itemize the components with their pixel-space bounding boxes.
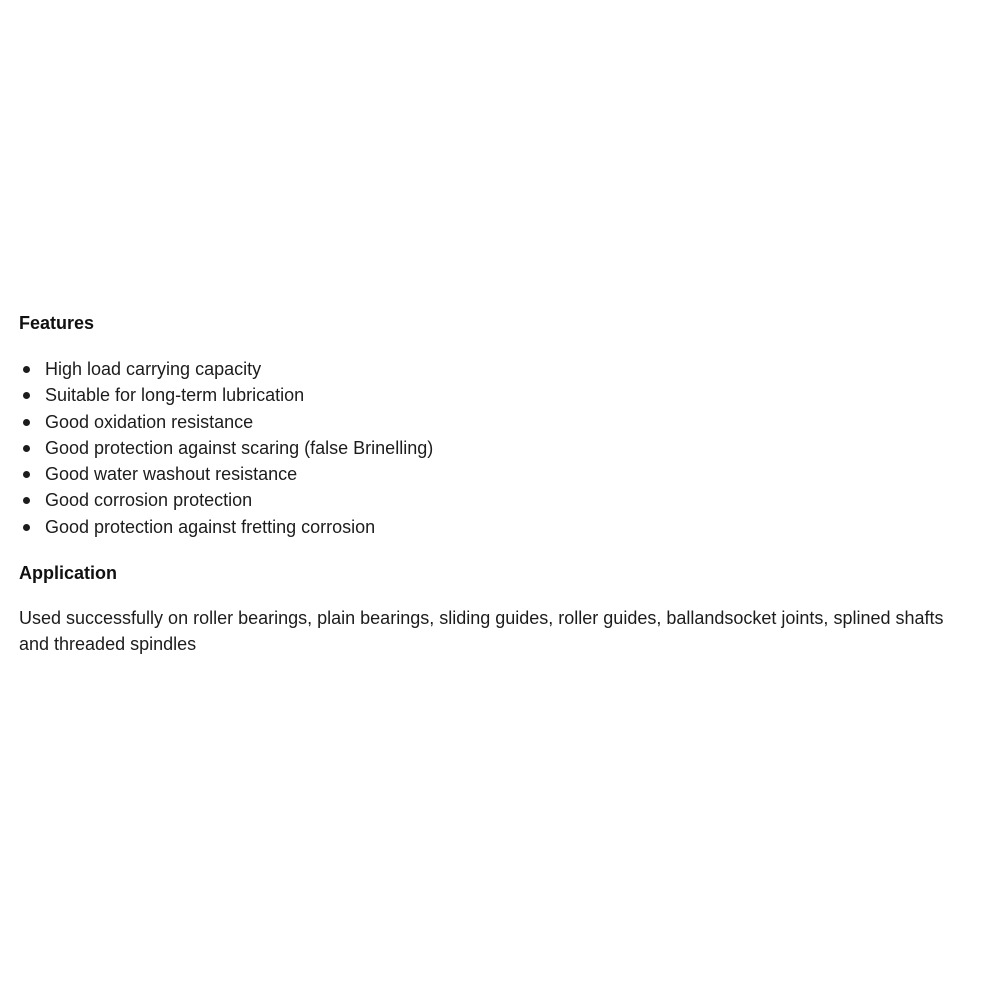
product-description: [19, 310, 969, 657]
bullet-icon: [23, 392, 30, 399]
list-item: [19, 382, 969, 408]
list-item: [19, 356, 969, 382]
bullet-icon: [23, 445, 30, 452]
feature-text: Good water washout resistance: [45, 464, 298, 485]
feature-text: Good oxidation resistance: [45, 411, 254, 432]
application-heading: Application: [19, 563, 117, 584]
bullet-icon: [23, 524, 30, 531]
bullet-icon: [23, 497, 30, 504]
list-item: [19, 409, 969, 435]
list-item: [19, 487, 969, 513]
application-text: Used successfully on roller bearings, plain bearings, sliding guides, roller guides, ballandsocket joints, splined shafts and threaded spindles: [19, 608, 944, 655]
features-list: [19, 356, 969, 540]
feature-text: Good protection against scaring (false Brinelling): [45, 437, 434, 458]
bullet-icon: [23, 366, 30, 373]
feature-text: High load carrying capacity: [45, 359, 262, 379]
list-item: [19, 514, 969, 540]
feature-text: Good corrosion protection: [45, 490, 253, 511]
list-item: [19, 461, 969, 487]
features-heading: Features: [19, 313, 95, 333]
bullet-icon: [23, 419, 30, 426]
feature-text: Suitable for long-term lubrication: [45, 385, 305, 406]
list-item: [19, 435, 969, 461]
feature-text: Good protection against fretting corrosion: [45, 516, 376, 537]
bullet-icon: [23, 471, 30, 478]
